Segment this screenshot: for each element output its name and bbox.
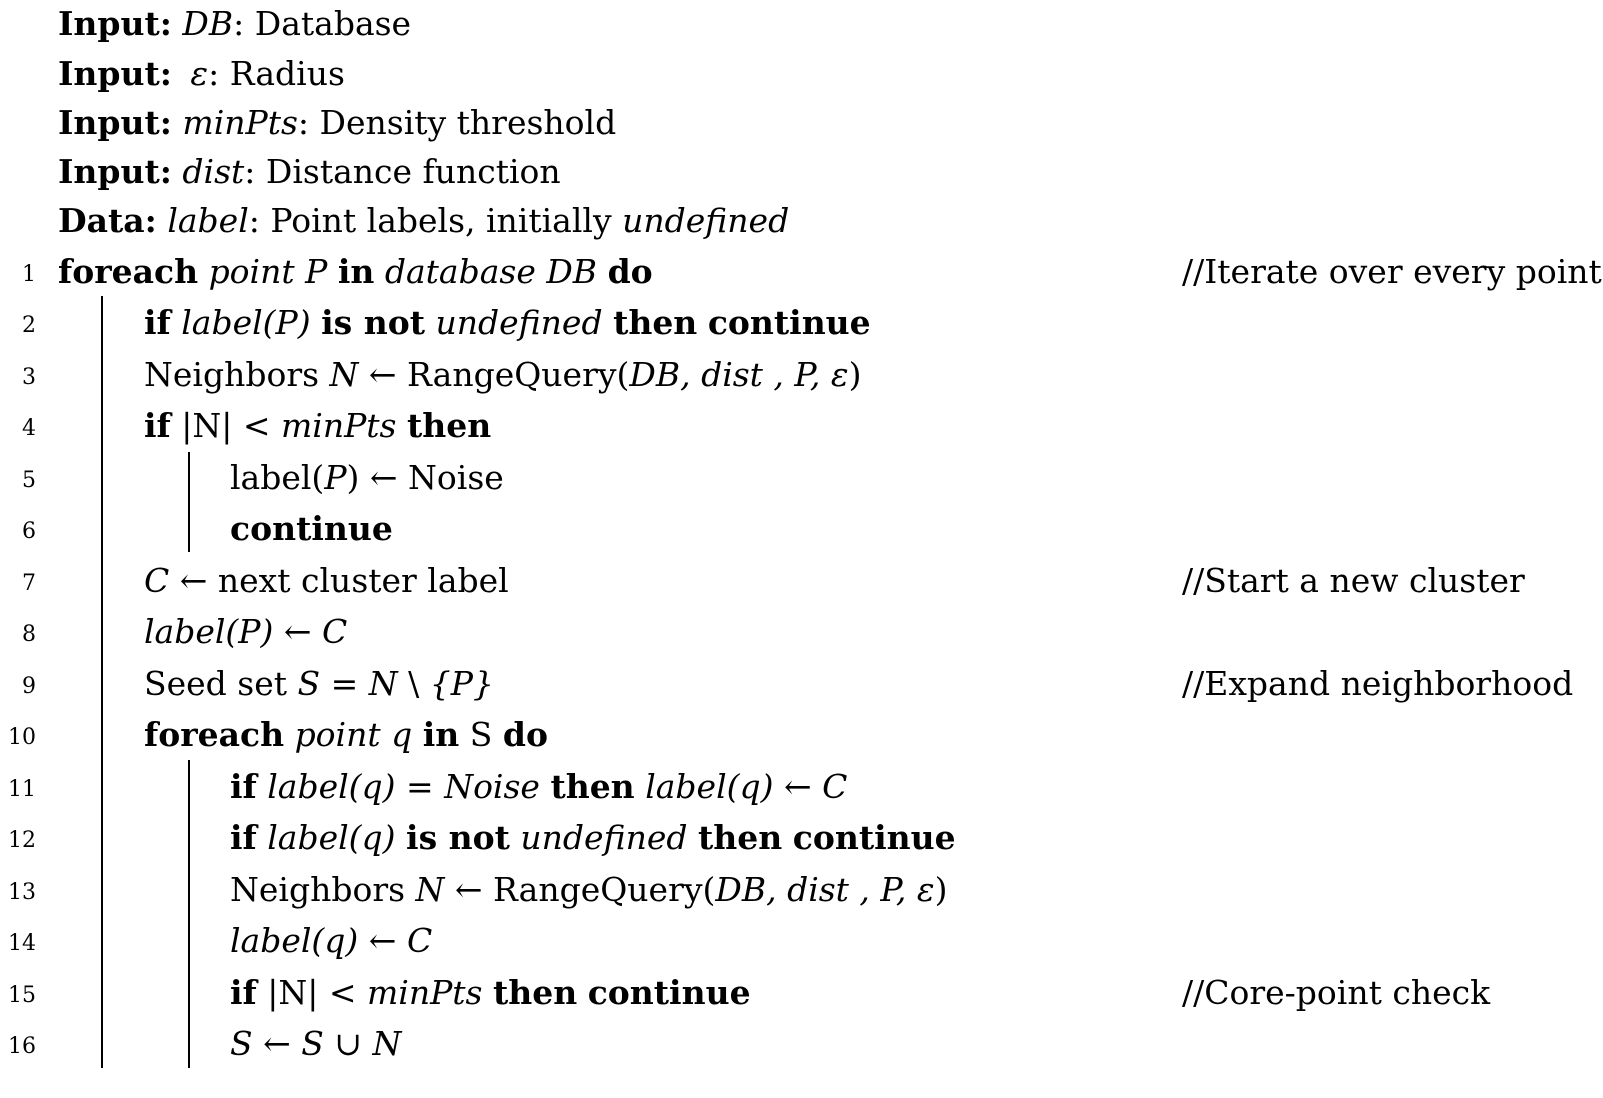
code-text: |N| < — [256, 973, 367, 1012]
keyword-if: if — [144, 406, 171, 445]
line-number: 9 — [22, 674, 36, 699]
line-number: 8 — [22, 622, 36, 647]
keyword-if: if — [230, 818, 257, 857]
code-text: N — [329, 355, 359, 394]
code-text: RangeQuery( — [493, 870, 716, 909]
comment: //Core-point check — [1182, 973, 1491, 1012]
line-number: 15 — [8, 983, 36, 1008]
code-text: C — [406, 921, 433, 960]
code-text: N — [368, 664, 398, 703]
keyword-foreach: foreach — [58, 252, 199, 291]
code-text: S — [459, 715, 503, 754]
keyword-do: do — [607, 252, 653, 291]
arrow: ← — [252, 1024, 302, 1063]
code-text: C — [822, 767, 848, 806]
data-keyword: Data: — [58, 201, 157, 240]
code-text: N — [415, 870, 445, 909]
keyword-do: do — [502, 715, 548, 754]
code-text: label(q) — [267, 767, 396, 806]
line-number: 14 — [8, 931, 36, 956]
data-tail: undefined — [622, 201, 790, 240]
code-text: C — [322, 612, 348, 651]
code-text: ) ← Noise — [346, 458, 504, 497]
keyword-is-not: is not — [321, 303, 425, 342]
keyword-then: then — [698, 818, 783, 857]
foreach-outer-block-bar — [101, 296, 103, 1068]
code-text: label(P) — [181, 303, 311, 342]
code-text: DB, dist , P, ε — [629, 355, 849, 394]
arrow: ← — [358, 355, 408, 394]
keyword-if: if — [230, 973, 257, 1012]
code-text: ) — [848, 355, 862, 394]
code-text: Seed set — [144, 664, 298, 703]
keyword-continue: continue — [230, 509, 393, 548]
input-var: dist — [182, 152, 245, 191]
code-text: undefined — [435, 303, 603, 342]
comment: //Iterate over every point — [1182, 252, 1602, 291]
input-keyword: Input: — [58, 54, 172, 93]
arrow: ← — [444, 870, 494, 909]
code-text: \ — [397, 664, 430, 703]
code-text: database DB — [384, 252, 598, 291]
input-desc: : Radius — [208, 54, 345, 93]
code-text: = — [395, 767, 445, 806]
code-text: P — [324, 458, 347, 497]
code-text: Neighbors — [144, 355, 330, 394]
comment: //Expand neighborhood — [1182, 664, 1574, 703]
keyword-if: if — [230, 767, 257, 806]
code-text: S — [301, 1024, 324, 1063]
input-desc: : Database — [233, 4, 412, 43]
code-text: point q — [294, 715, 413, 754]
keyword-then: then — [406, 406, 492, 445]
code-text: Neighbors — [230, 870, 416, 909]
code-text: N — [372, 1024, 402, 1063]
code-text: label(P) — [144, 612, 274, 651]
arrow: ← — [273, 612, 323, 651]
keyword-then: then — [492, 973, 578, 1012]
input-var: DB — [182, 4, 234, 43]
code-text: |N| < — [170, 406, 281, 445]
code-text: RangeQuery( — [407, 355, 630, 394]
data-var: label — [167, 201, 249, 240]
keyword-continue: continue — [707, 303, 871, 342]
if-block-bar — [188, 452, 190, 552]
code-text: minPts — [280, 406, 397, 445]
line-number: 6 — [22, 519, 36, 544]
code-text: S — [230, 1024, 253, 1063]
keyword-in: in — [337, 252, 375, 291]
line-number: 11 — [8, 777, 36, 802]
code-text: label(q) — [267, 818, 396, 857]
code-text: point P — [208, 252, 328, 291]
code-text: minPts — [366, 973, 483, 1012]
code-text: = — [320, 664, 369, 703]
input-var: ε — [190, 54, 209, 93]
input-desc: : Density threshold — [297, 103, 617, 142]
line-number: 1 — [22, 262, 36, 287]
code-text: label(q) — [645, 767, 774, 806]
keyword-continue: continue — [792, 818, 956, 857]
code-text: label(q) — [230, 921, 359, 960]
line-number: 10 — [8, 725, 36, 750]
arrow: ← — [773, 767, 823, 806]
code-text: S — [297, 664, 321, 703]
data-desc: : Point labels, initially — [248, 201, 623, 240]
keyword-foreach: foreach — [144, 715, 285, 754]
comment: //Start a new cluster — [1182, 561, 1525, 600]
line-number: 13 — [8, 880, 36, 905]
line-number: 2 — [22, 313, 36, 338]
keyword-then: then — [550, 767, 635, 806]
code-text: {P} — [429, 664, 494, 703]
input-keyword: Input: — [58, 4, 172, 43]
code-text: ) — [934, 870, 948, 909]
keyword-continue: continue — [587, 973, 751, 1012]
line-number: 4 — [22, 416, 36, 441]
foreach-inner-block-bar — [188, 760, 190, 1068]
code-text: Noise — [444, 767, 540, 806]
code-text: C — [144, 561, 170, 600]
code-text: ∪ — [323, 1024, 373, 1063]
line-number: 3 — [22, 365, 36, 390]
arrow: ← — [358, 921, 407, 960]
code-text: undefined — [520, 818, 688, 857]
keyword-is-not: is not — [406, 818, 510, 857]
line-number: 7 — [22, 571, 36, 596]
input-desc: : Distance function — [244, 152, 561, 191]
line-number: 12 — [8, 828, 36, 853]
keyword-if: if — [144, 303, 171, 342]
input-keyword: Input: — [58, 152, 172, 191]
keyword-then: then — [613, 303, 698, 342]
code-text: DB, dist , P, ε — [715, 870, 935, 909]
keyword-in: in — [422, 715, 460, 754]
input-keyword: Input: — [58, 103, 172, 142]
code-text: ← next cluster label — [169, 561, 509, 600]
line-number: 16 — [8, 1034, 36, 1059]
line-number: 5 — [22, 468, 36, 493]
input-var: minPts — [182, 103, 298, 142]
code-text: label( — [230, 458, 325, 497]
